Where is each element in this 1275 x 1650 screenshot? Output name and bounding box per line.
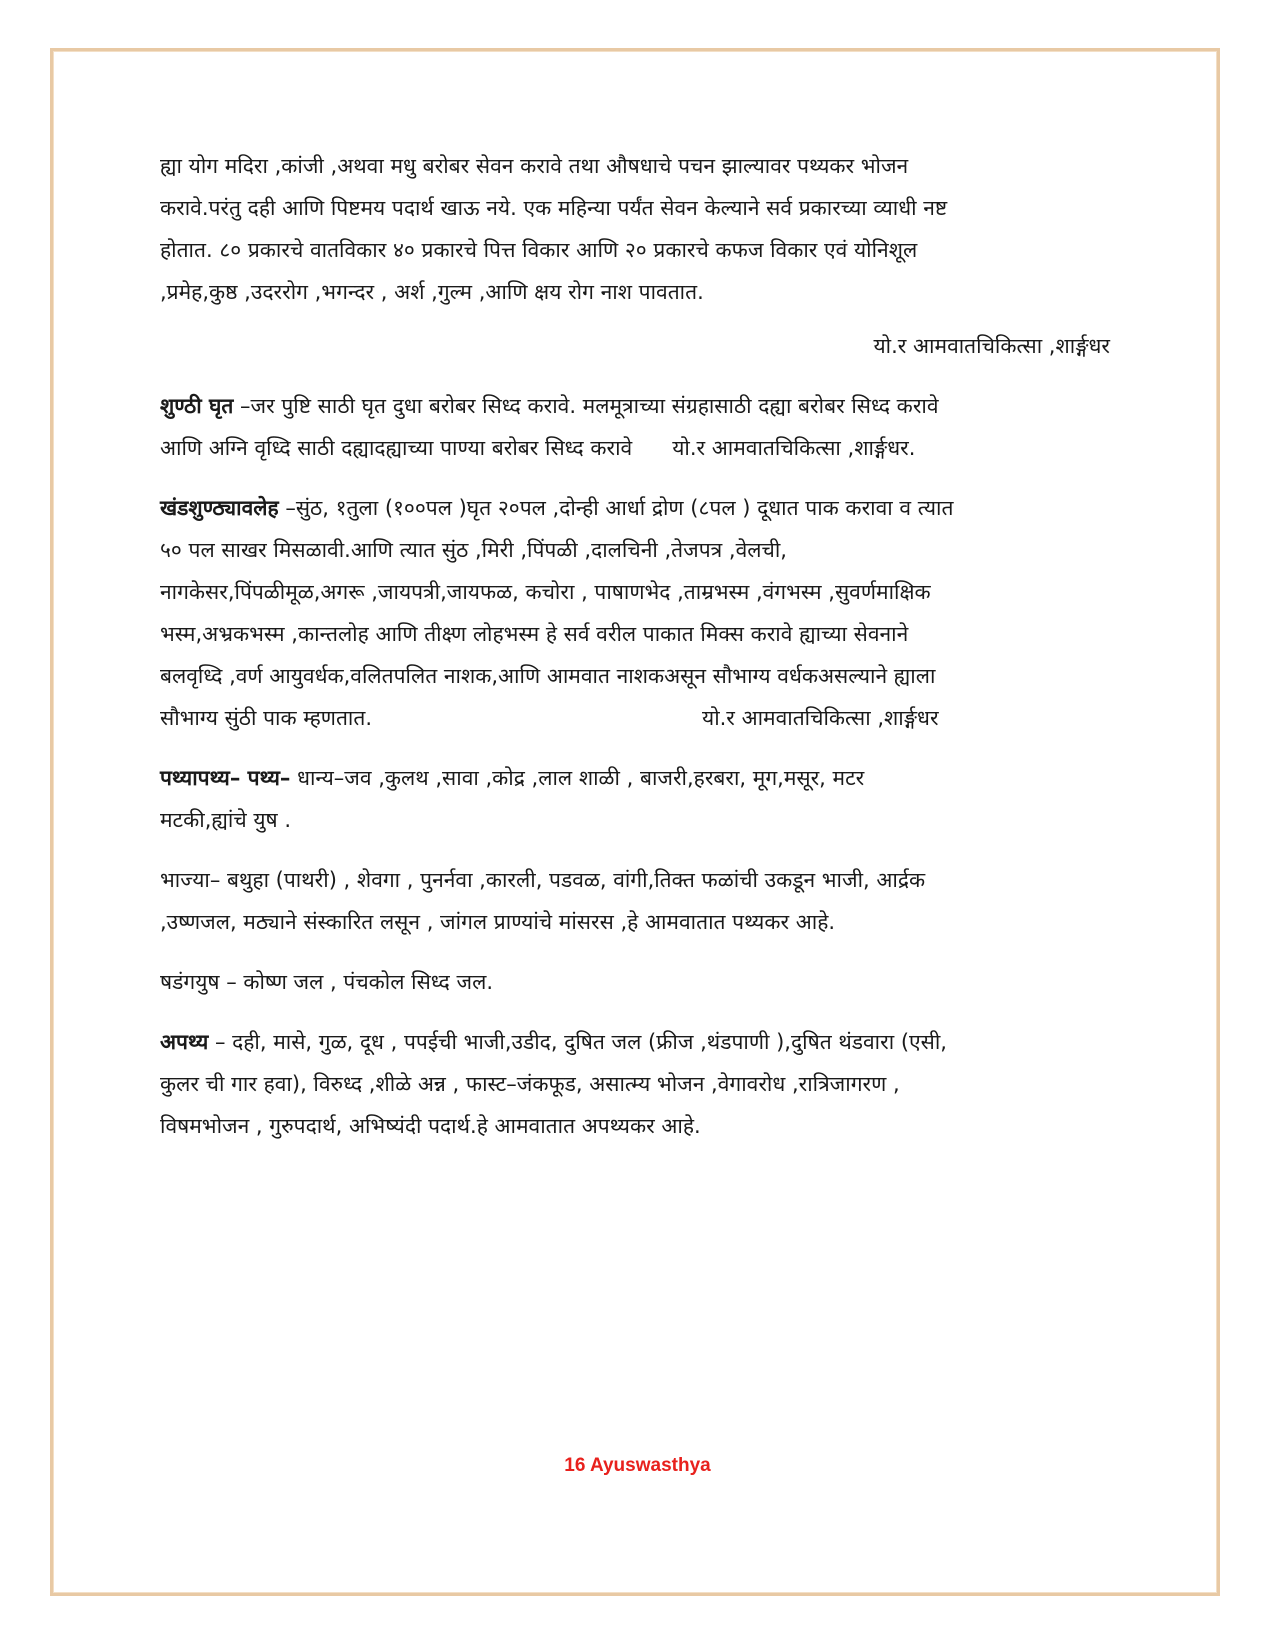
paragraph-line: ह्या योग मदिरा ,कांजी ,अथवा मधु बरोबर सेवन करावे तथा औषधाचे पचन झाल्यावर पथ्यकर भोजन [160, 154, 909, 178]
paragraph-line: भाज्या– बथुहा (पाथरी) , शेवगा , पुनर्नवा ,कारली, पडवळ, वांगी,तिक्त फळांची उकडून भाजी, आर्द्रक [160, 868, 926, 892]
paragraph-line: मटकी,ह्यांचे युष . [160, 808, 292, 832]
khandashunthi-paragraph [160, 487, 1120, 529]
paragraph-line: ५० पल साखर मिसळावी.आणि त्यात सुंठ ,मिरी ,पिंपळी ,दालचिनी ,तेजपत्र ,वेलची, [160, 538, 787, 562]
paragraph-text: धान्य–जव ,कुलथ ,सावा ,कोद्र ,लाल शाळी , बाजरी,हरबरा, मूग,मसूर, मटर [290, 766, 865, 790]
paragraph-line: षडंगयुष – कोष्ण जल , पंचकोल सिध्द जल. [160, 970, 493, 994]
paragraph-line [160, 697, 1120, 739]
paragraph-line: ,प्रमेह,कुष्ठ ,उदररोग ,भगन्दर , अर्श ,गुल्म ,आणि क्षय रोग नाश पावतात. [160, 280, 704, 304]
paragraph-line: ,उष्णजल, मठ्याने संस्कारित लसून , जांगल प्राण्यांचे मांसरस ,हे आमवातात पथ्यकर आहे. [160, 910, 836, 934]
page-content [160, 145, 1120, 1147]
paragraph-line: कुलर ची गार हवा), विरुध्द ,शीळे अन्न , फास्ट–जंकफूड, असात्म्य भोजन ,वेगावरोध ,रात्रिजागरण , [160, 1072, 900, 1096]
paragraph-text: – दही, मासे, गुळ, दूध , पपईची भाजी,उडीद, दुषित जल (फ्रीज ,थंडपाणी ),दुषित थंडवारा (एसी, [208, 1030, 947, 1054]
paragraph-text: –जर पुष्टि साठी घृत दुधा बरोबर सिध्द करावे. मलमूत्राच्या संग्रहासाठी दह्या बरोबर सिध्द करावे [233, 394, 939, 418]
paragraph-line [160, 427, 1120, 469]
paragraph-line: होतात. ८० प्रकारचे वातविकार ४० प्रकारचे पित्त विकार आणि २० प्रकारचे कफज विकार एवं योनिशूल [160, 238, 918, 262]
reference-line: यो.र आमवातचिकित्सा ,शार्ङ्गधर. [672, 436, 916, 460]
paragraph-line: विषमभोजन , गुरुपदार्थ, अभिष्यंदी पदार्थ.हे आमवातात अपथ्यकर आहे. [160, 1114, 701, 1138]
pathyapathya-paragraph [160, 757, 1120, 799]
apathya-heading: अपथ्य [160, 1030, 209, 1054]
apathya-paragraph [160, 1021, 1120, 1063]
paragraph-text: आणि अग्नि वृध्दि साठी दह्यादह्याच्या पाण्या बरोबर सिध्द करावे [160, 436, 633, 460]
pathyapathya-heading: पथ्यापथ्य– पथ्य– [160, 766, 291, 790]
shunthi-ghrita-heading: शुण्ठी घृत [160, 394, 234, 418]
paragraph-line: बलवृध्दि ,वर्ण आयुवर्धक,वलितपलित नाशक,आणि आमवात नाशकअसून सौभाग्य वर्धकअसल्याने ह्याला [160, 664, 936, 688]
paragraph-line: करावे.परंतु दही आणि पिष्टमय पदार्थ खाऊ नये. एक महिन्या पर्यंत सेवन केल्याने सर्व प्रकारच्या व्याधी नष्ट [160, 196, 948, 220]
paragraph-text: –सुंठ, १तुला (१००पल )घृत २०पल ,दोन्ही आर्धा द्रोण (८पल ) दूधात पाक करावा व त्यात [278, 496, 954, 520]
shunthi-ghrita-paragraph [160, 385, 1120, 427]
reference-line: यो.र आमवातचिकित्सा ,शार्ङ्गधर [873, 334, 1110, 358]
khandashunthi-heading: खंडशुण्ठ्यावलेह [160, 496, 279, 520]
paragraph-text: सौभाग्य सुंठी पाक म्हणतात. [160, 706, 373, 730]
paragraph-line: नागकेसर,पिंपळीमूळ,अगरू ,जायपत्री,जायफळ, कचोरा , पाषाणभेद ,ताम्रभस्म ,वंगभस्म ,सुवर्णमाक्षिक [160, 580, 931, 604]
page-footer: 16 Ayuswasthya [564, 1455, 711, 1476]
paragraph-line: भस्म,अभ्रकभस्म ,कान्तलोह आणि तीक्ष्ण लोहभस्म हे सर्व वरील पाकात मिक्स करावे ह्याच्या सेवनाने [160, 622, 909, 646]
reference-line: यो.र आमवातचिकित्सा ,शार्ङ्गधर [702, 706, 939, 730]
